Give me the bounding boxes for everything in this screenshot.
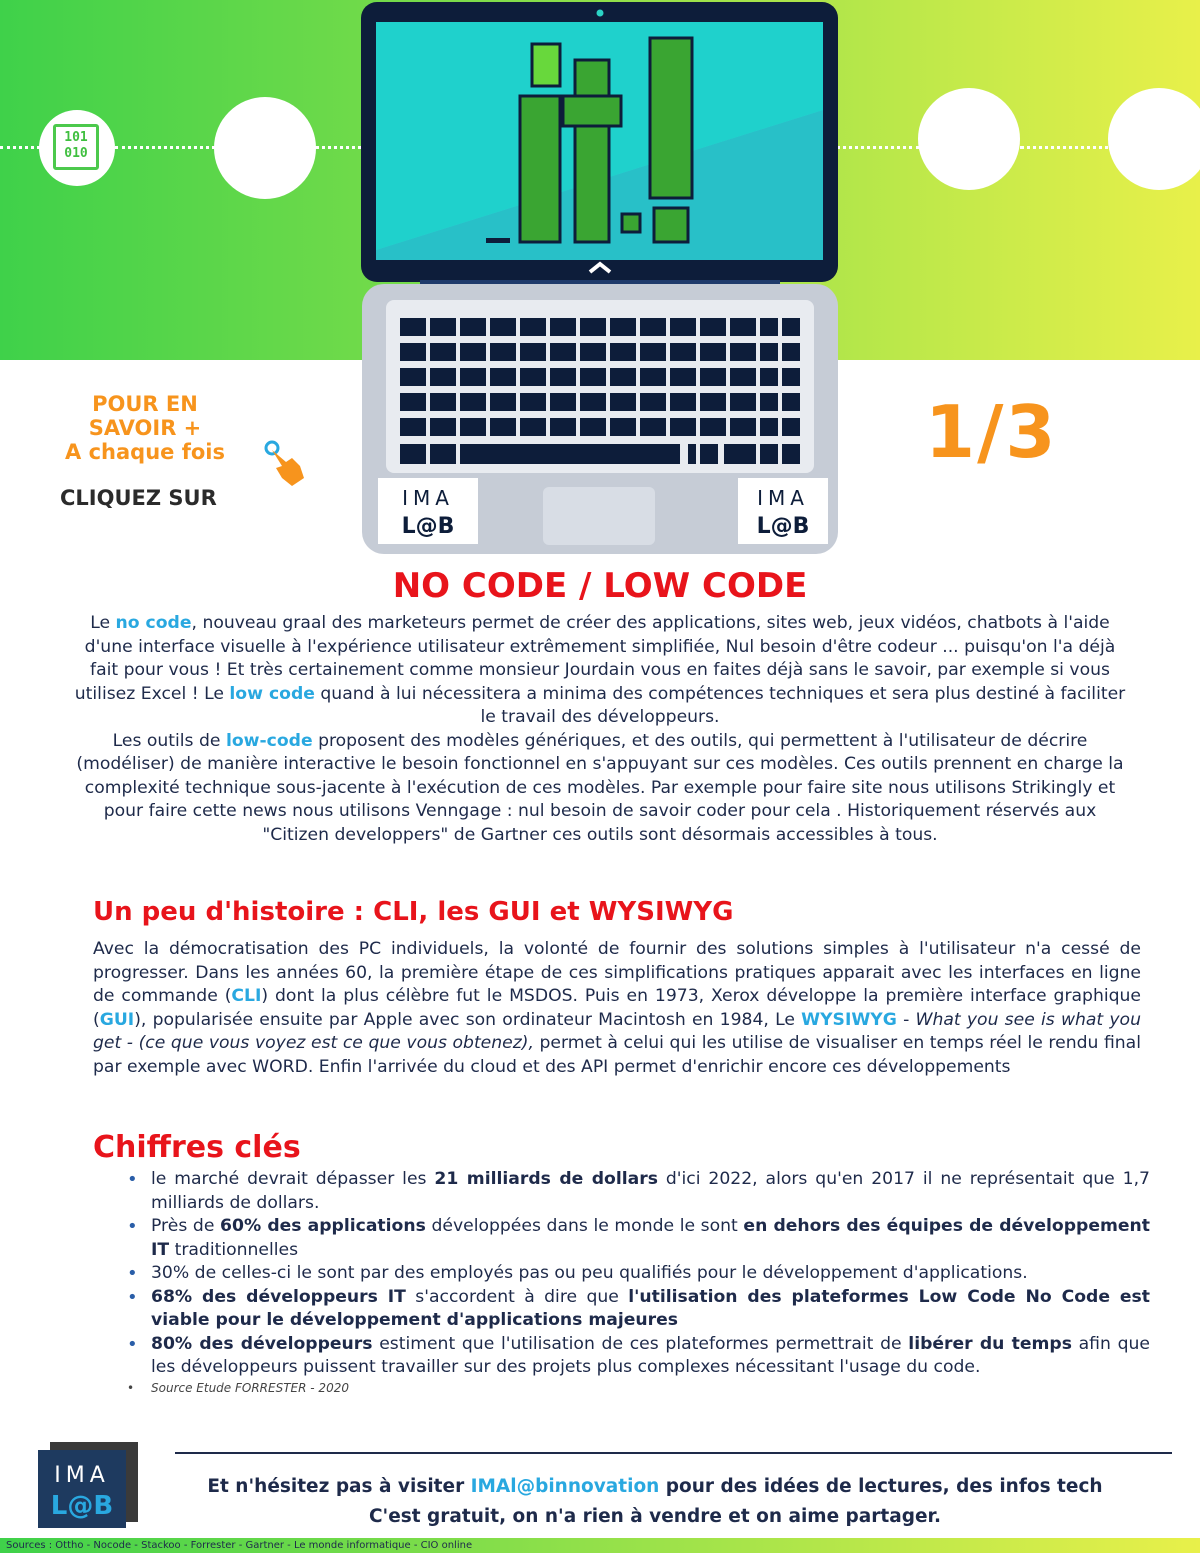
cli-link[interactable]: CLI xyxy=(231,986,262,1006)
intro-paragraph: Le no code, nouveau graal des marketeurs permet de créer des applications, sites web, jeux vidéos, chatbots à l'aide d'une interface visuelle à l'expérience utilisateur extrêmement simplifiée, Nul besoin d'être codeur ... puisqu'on l'a déjà fait pour vous ! Et très certainement comme monsieur Jourdain vous en faites déjà sans le savoir, par exemple si vous utilisez Excel ! Le low code quand à lui nécessitera a minima des compétences techniques et sera plus destiné à faciliter le travail des développeurs. Les outils de low-code proposent des modèles génériques, et des outils, qui permettent à l'utilisateur de décrire (modéliser) de manière interactive le besoin fonctionnel en s'appuyant sur ces modèles. Ces outils prennent en charge la complexité technique sous-jacente à l'exécution de ces modèles. Par exemple pour faire site nous utilisons Strikingly et pour faire cette news nous utilisons Venngage : nul besoin de savoir coder pour cela . Historiquement réservés aux "Citizen developpers" de Gartner ces outils sont désormais accessibles à tous. xyxy=(74,613,1126,845)
svg-text:IMA: IMA xyxy=(54,1463,110,1488)
key-figures-list xyxy=(93,1168,1150,1396)
list-item: • 30% de celles-ci le sont par des employés pas ou peu qualifiés pour le développement d'applications. xyxy=(151,1262,1150,1286)
list-item: • 68% des développeurs IT s'accordent à dire que l'utilisation des plateformes Low Code No Code est viable pour le développement d'applications majeures xyxy=(151,1286,1150,1333)
figures-heading: Chiffres clés xyxy=(93,1130,301,1165)
imalab-innovation-link[interactable]: IMAl@binnovation xyxy=(470,1476,660,1497)
source-note: • Source Etude FORRESTER - 2020 xyxy=(151,1380,1150,1396)
sources-credits: Sources : Ottho - Nocode - Stackoo - Forrester - Gartner - Le monde informatique - CIO online xyxy=(6,1540,473,1551)
click-instruction: CLIQUEZ SUR xyxy=(60,486,217,510)
low-code-hyphen-link[interactable]: low-code xyxy=(225,730,313,751)
dotted-line-left-2 xyxy=(115,146,215,149)
page-title: NO CODE / LOW CODE xyxy=(392,566,808,606)
page-number: 1/3 xyxy=(925,390,1058,474)
binary-code-icon[interactable]: 101 010 xyxy=(39,110,115,186)
dotted-line-right xyxy=(830,146,920,149)
list-item: • Près de 60% des applications développées dans le monde le sont en dehors des équipes de développement IT traditionnelles xyxy=(151,1215,1150,1262)
svg-text:L@B: L@B xyxy=(401,514,455,539)
svg-text:IMA: IMA xyxy=(757,486,809,510)
pointer-hand-icon[interactable] xyxy=(262,438,312,488)
laptop-illustration xyxy=(360,0,840,560)
history-heading: Un peu d'histoire : CLI, les GUI et WYSIWYG xyxy=(93,897,734,927)
history-paragraph: Avec la démocratisation des PC individuels, la volonté de fournir des solutions simples à l'utilisateur n'a cessé de progresser. Dans les années 60, la première étape de ces simplifications pratiques apparait avec les interfaces en ligne de commande (CLI) dont la plus célèbre fut le MSDOS. Puis en 1973, Xerox développe la première interface graphique (GUI), popularisée ensuite par Apple avec son ordinateur Macintosh en 1984, Le WYSIWYG - What you see is what you get - (ce que vous voyez est ce que vous obtenez), permet à celui qui les utilise de visualiser en temps réel le rendu final par exemple avec WORD. Enfin l'arrivée du cloud et des API permet d'enrichir encore ces développements xyxy=(93,939,1142,1077)
dotted-line-left xyxy=(0,146,40,149)
imalab-logo[interactable] xyxy=(38,1442,138,1528)
intro-tagline: POUR EN SAVOIR + A chaque fois xyxy=(65,392,225,464)
list-item: • 80% des développeurs estiment que l'utilisation de ces plateformes permettrait de libérer du temps afin que les développeurs puissent travailler sur des projets plus complexes nécessitant l'usage du code. xyxy=(151,1333,1150,1380)
white-circle-far-right xyxy=(1108,88,1200,190)
gui-link[interactable]: GUI xyxy=(99,1009,135,1030)
white-circle-right xyxy=(918,88,1020,190)
no-code-link[interactable]: no code xyxy=(115,613,192,633)
list-item: • le marché devrait dépasser les 21 milliards de dollars d'ici 2022, alors qu'en 2017 il ne représentait que 1,7 milliards de dollars. xyxy=(151,1168,1150,1215)
footer-message: Et n'hésitez pas à visiter IMAl@binnovation pour des idées de lectures, des infos tech C'est gratuit, on n'a rien à vendre et on aime partager. xyxy=(207,1476,1103,1527)
it-logo xyxy=(520,38,692,242)
wysiwyg-link[interactable]: WYSIWYG xyxy=(801,1009,897,1030)
svg-text:L@B: L@B xyxy=(756,514,810,539)
low-code-link[interactable]: low code xyxy=(229,683,315,704)
footer-divider xyxy=(175,1452,1172,1454)
svg-text:L@B: L@B xyxy=(50,1491,114,1521)
screen-logo-text: it! xyxy=(605,48,607,49)
svg-text:IMA: IMA xyxy=(402,486,454,510)
white-circle-left xyxy=(214,97,316,199)
